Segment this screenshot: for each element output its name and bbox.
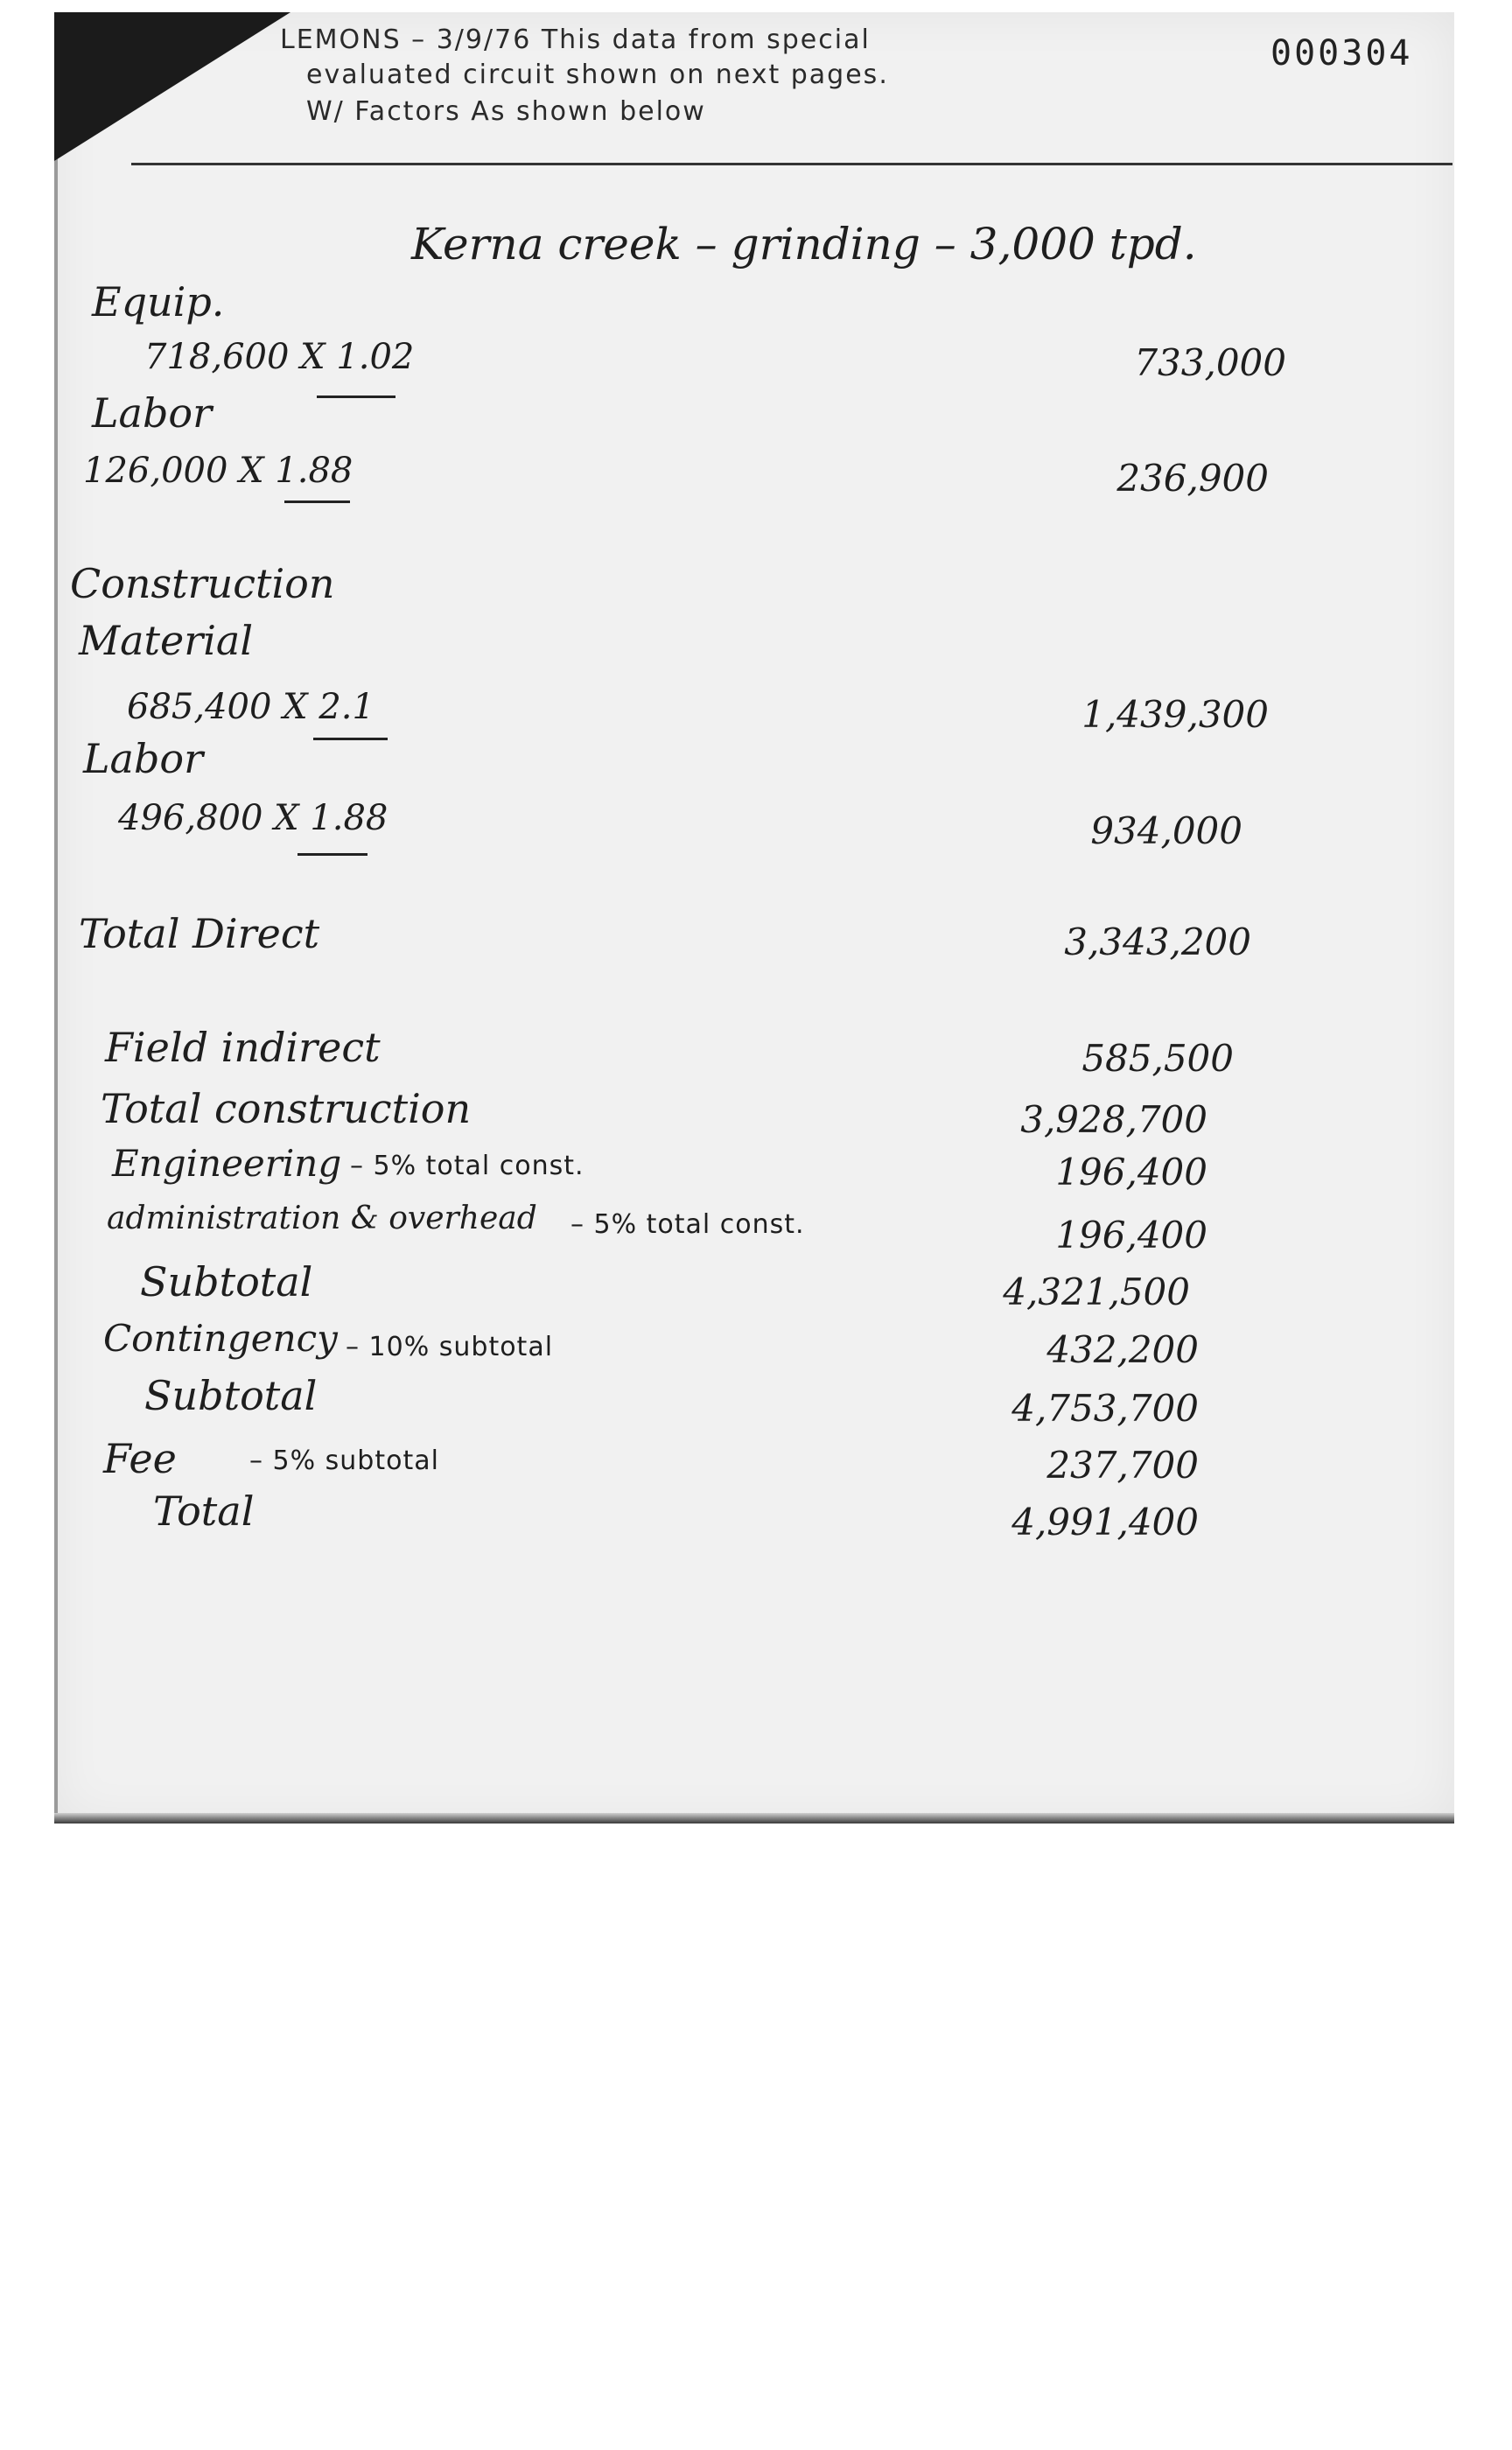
fee-label: Fee <box>103 1435 177 1482</box>
construction-labor-label: Labor <box>83 735 204 782</box>
header-line-3: W/ Factors As shown below <box>306 96 706 127</box>
equipment-labor-amount: 236,900 <box>1116 457 1269 500</box>
header-line-2: evaluated circuit shown on next pages. <box>306 60 889 90</box>
folded-corner-shadow <box>54 12 290 161</box>
construction-labor-amount: 934,000 <box>1090 809 1242 852</box>
sheet-left-edge <box>54 12 58 1824</box>
total-label: Total <box>153 1488 255 1535</box>
engineering-note: – 5% total const. <box>350 1151 584 1181</box>
fee-note: – 5% subtotal <box>249 1446 439 1476</box>
total-construction-label: Total construction <box>101 1085 472 1132</box>
subtotal-2-amount: 4,753,700 <box>1012 1387 1199 1430</box>
engineering-label: Engineering <box>112 1142 342 1185</box>
header-rule <box>131 163 1452 165</box>
page-title: Kerna creek – grinding – 3,000 tpd. <box>411 219 1197 270</box>
administration-note: – 5% total const. <box>570 1209 805 1240</box>
construction-material-label: Material <box>79 617 254 664</box>
administration-label: administration & overhead <box>107 1200 537 1236</box>
equipment-labor-label: Labor <box>92 389 213 437</box>
total-amount: 4,991,400 <box>1012 1501 1199 1544</box>
engineering-amount: 196,400 <box>1055 1151 1208 1194</box>
construction-material-amount: 1,439,300 <box>1082 693 1269 736</box>
fee-amount: 237,700 <box>1046 1444 1199 1487</box>
total-direct-amount: 3,343,200 <box>1064 920 1251 963</box>
construction-labor-calc: 496,800 X 1.88 <box>118 798 388 838</box>
construction-label: Construction <box>70 560 335 607</box>
contingency-amount: 432,200 <box>1046 1328 1199 1371</box>
construction-material-calc: 685,400 X 2.1 <box>127 687 374 727</box>
administration-amount: 196,400 <box>1055 1214 1208 1256</box>
equipment-calc: 718,600 X 1.02 <box>144 337 415 377</box>
labor-factor-underline <box>284 500 350 503</box>
total-construction-amount: 3,928,700 <box>1020 1098 1208 1141</box>
equipment-amount: 733,000 <box>1134 341 1286 384</box>
equipment-factor-underline <box>317 396 396 398</box>
header-line-1: LEMONS – 3/9/76 This data from special <box>280 24 871 55</box>
equipment-label: Equip. <box>92 278 225 326</box>
field-indirect-label: Field indirect <box>105 1024 381 1071</box>
subtotal-1-amount: 4,321,500 <box>1003 1270 1190 1313</box>
construction-labor-factor-underline <box>298 853 368 856</box>
material-factor-underline <box>313 738 388 740</box>
subtotal-1-label: Subtotal <box>140 1258 313 1306</box>
contingency-note: – 10% subtotal <box>346 1332 554 1362</box>
contingency-label: Contingency <box>103 1317 338 1360</box>
subtotal-2-label: Subtotal <box>144 1372 318 1419</box>
sheet-bottom-edge <box>54 1813 1454 1824</box>
equipment-labor-calc: 126,000 X 1.88 <box>83 451 354 491</box>
total-direct-label: Total Direct <box>79 910 320 957</box>
document-number: 000304 <box>1270 33 1413 74</box>
field-indirect-amount: 585,500 <box>1082 1037 1234 1080</box>
